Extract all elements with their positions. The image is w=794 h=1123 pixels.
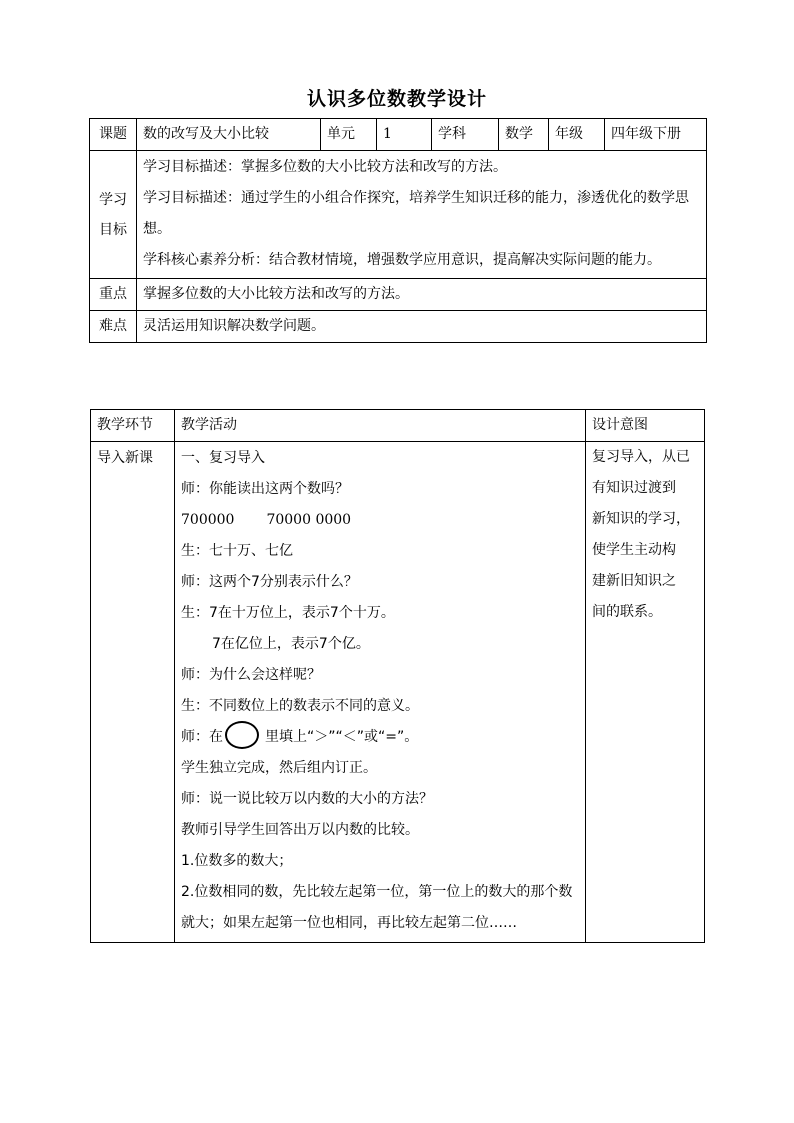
goals-label xyxy=(90,151,137,279)
grade-label: 年级 xyxy=(549,119,605,151)
goal-3: 学科核心素养分析：结合教材情境，增强数学应用意识，提高解决实际问题的能力。 xyxy=(143,252,661,268)
grade-value: 四年级下册 xyxy=(605,119,707,151)
unit-label: 单元 xyxy=(321,119,377,151)
number-700000000: 70000 0000 xyxy=(266,512,352,528)
activity-line-compare xyxy=(181,722,585,753)
goals-row xyxy=(90,151,707,279)
compare-prefix: 师：在 xyxy=(181,729,223,745)
goal-2: 学习目标描述：通过学生的小组合作探究，培养学生知识迁移的能力，渗透优化的数学思想。 xyxy=(143,190,689,237)
intent-line: 有知识过渡到 xyxy=(592,480,676,496)
number-700000: 700000 xyxy=(181,512,235,528)
intent-cell xyxy=(586,442,705,943)
activity-line: 师：说一说比较万以内数的大小的方法？ xyxy=(181,791,433,807)
goal-1: 学习目标描述：掌握多位数的大小比较方法和改写的方法。 xyxy=(143,159,507,175)
stage-cell xyxy=(91,442,175,943)
activity-line: 生：七十万、七亿 xyxy=(181,543,293,559)
activity-line: 教师引导学生回答出万以内数的比较。 xyxy=(181,822,419,838)
blank-circle-icon xyxy=(225,721,259,749)
key-point-row xyxy=(90,279,707,311)
intent-line: 复习导入，从已 xyxy=(592,449,690,465)
course-value: 数的改写及大小比较 xyxy=(137,119,321,151)
activity-line: 生：7在十万位上，表示7个十万。 xyxy=(181,605,395,621)
course-row xyxy=(90,119,707,151)
plan-header-row xyxy=(91,410,705,442)
goals-label-line-2: 目标 xyxy=(99,221,127,238)
difficulty-value: 灵活运用知识解决数学问题。 xyxy=(137,311,707,343)
key-point-value: 掌握多位数的大小比较方法和改写的方法。 xyxy=(137,279,707,311)
activity-line: 师：你能读出这两个数吗？ xyxy=(181,481,349,497)
activity-line: 7在亿位上，表示7个亿。 xyxy=(212,636,370,652)
activity-line: 生：不同数位上的数表示不同的意义。 xyxy=(181,698,419,714)
activity-line: 师：为什么会这样呢？ xyxy=(181,667,321,683)
intent-line: 建新旧知识之 xyxy=(592,573,676,589)
intent-line: 使学生主动构 xyxy=(592,542,676,558)
intent-line: 间的联系。 xyxy=(592,604,662,620)
activity-line: 学生独立完成，然后组内订正。 xyxy=(181,760,377,776)
activity-line-numbers xyxy=(181,505,585,536)
document-title: 认识多位数教学设计 xyxy=(306,88,487,110)
teaching-plan-table xyxy=(90,409,705,943)
header-intent: 设计意图 xyxy=(586,410,705,442)
subject-label: 学科 xyxy=(432,119,499,151)
difficulty-label: 难点 xyxy=(90,311,137,343)
course-label: 课题 xyxy=(90,119,137,151)
activity-line: 师：这两个7分别表示什么？ xyxy=(181,574,358,590)
activity-cell xyxy=(175,442,586,943)
difficulty-row xyxy=(90,311,707,343)
intent-line: 新知识的学习， xyxy=(592,511,690,527)
header-activity: 教学活动 xyxy=(175,410,586,442)
goals-content xyxy=(137,151,707,279)
header-stage: 教学环节 xyxy=(91,410,175,442)
lesson-info-table xyxy=(89,118,707,343)
stage-name: 导入新课 xyxy=(97,450,153,466)
compare-suffix: 里填上“＞”“＜”或“=”。 xyxy=(265,729,419,745)
plan-body-row xyxy=(91,442,705,943)
activity-line: 2.位数相同的数，先比较左起第一位，第一位上的数大的那个数就大；如果左起第一位也相同，再比较左起第二位…… xyxy=(181,884,573,931)
activity-line: 一、复习导入 xyxy=(181,450,265,466)
activity-line: 1.位数多的数大； xyxy=(181,853,293,869)
goals-label-line-1: 学习 xyxy=(99,191,127,208)
subject-value: 数学 xyxy=(499,119,549,151)
unit-value: 1 xyxy=(377,119,432,151)
key-point-label: 重点 xyxy=(90,279,137,311)
